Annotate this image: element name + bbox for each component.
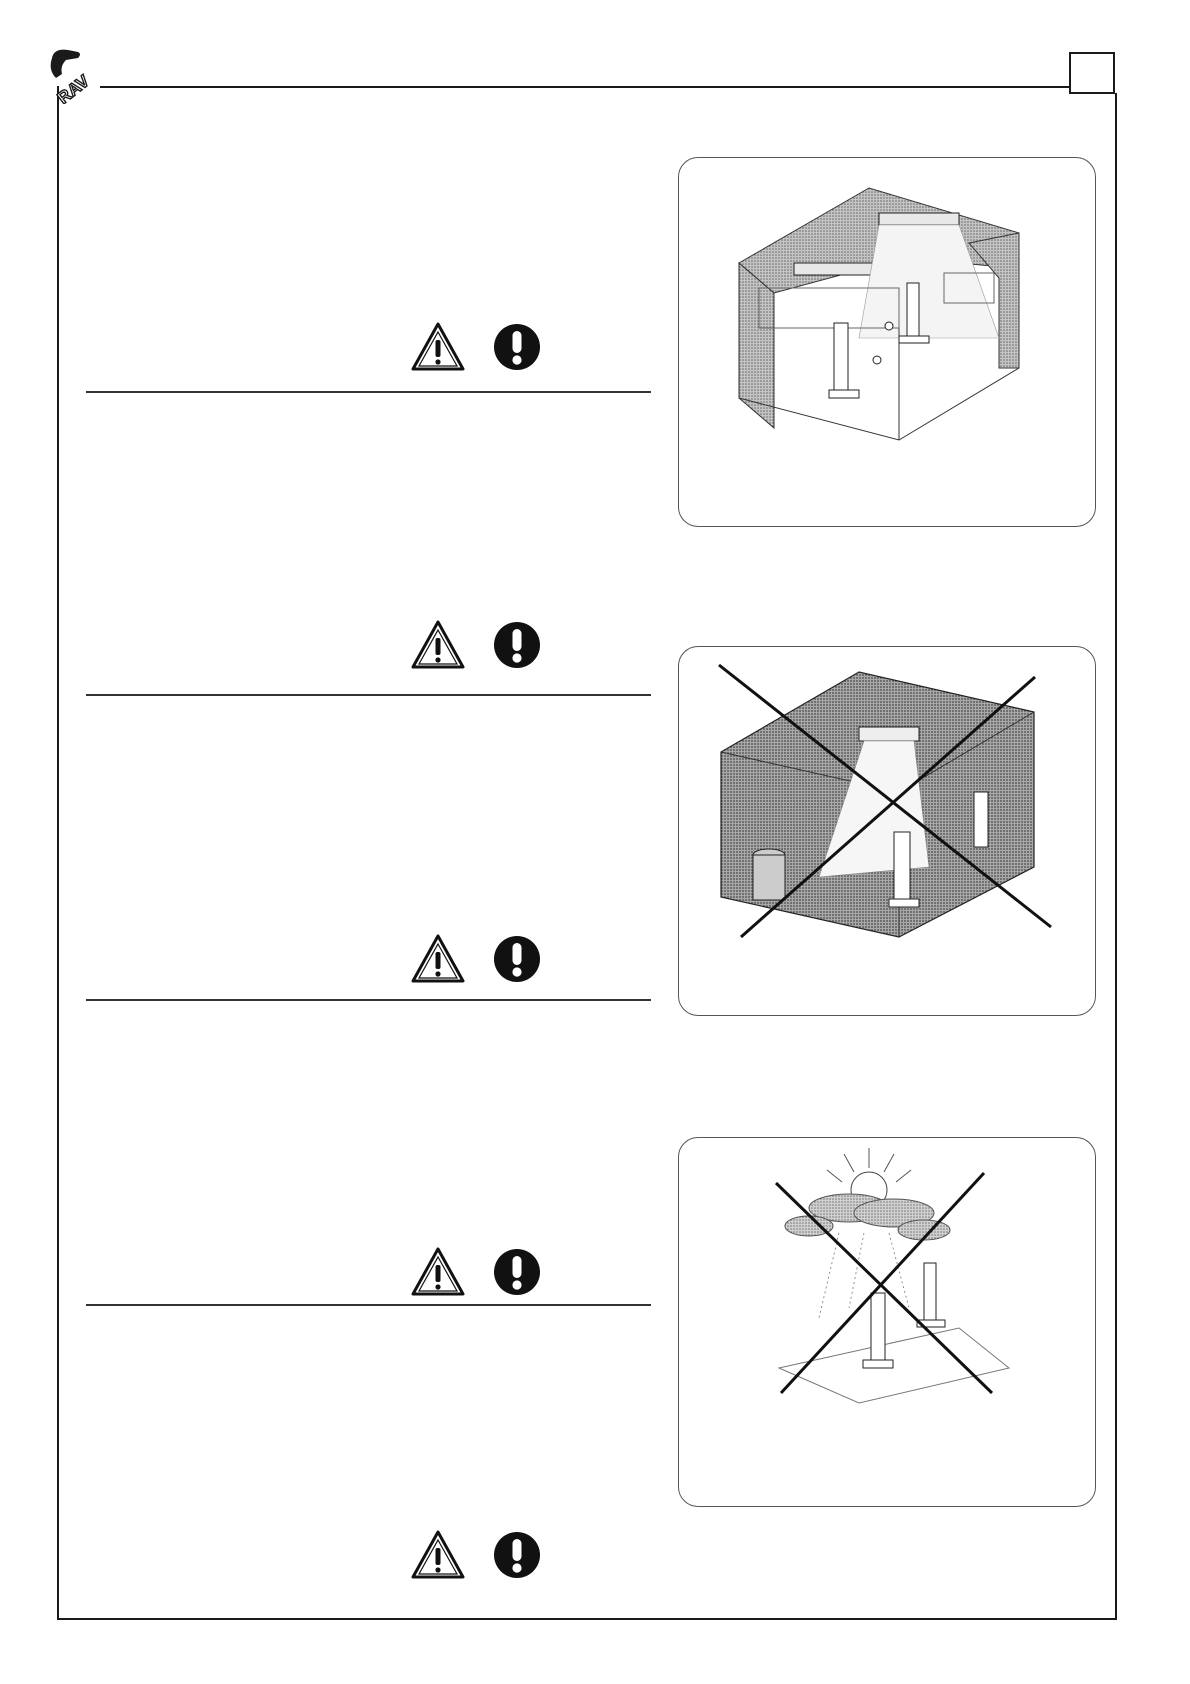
warning-triangle-icon — [410, 1529, 466, 1581]
safety-icons-2 — [410, 619, 550, 671]
section-divider-2 — [86, 694, 651, 696]
page-number-box — [1069, 52, 1115, 94]
frame-right-border — [1115, 93, 1117, 1620]
warning-triangle-icon — [410, 933, 466, 990]
outdoor-weather-illustration — [679, 1138, 1097, 1508]
mandatory-action-icon — [492, 934, 542, 989]
rav-logo — [44, 44, 104, 104]
illustration-panel-1 — [678, 157, 1096, 527]
mandatory-action-icon — [492, 1530, 542, 1585]
mandatory-action-icon — [492, 1247, 542, 1302]
frame-left-border — [57, 86, 59, 1620]
section-divider-4 — [86, 1304, 651, 1306]
illustration-panel-3 — [678, 1137, 1096, 1507]
safety-icons-5 — [410, 1529, 550, 1581]
safety-icons-1 — [410, 321, 550, 373]
mandatory-action-icon — [492, 1247, 542, 1297]
warning-triangle-icon — [410, 619, 466, 671]
safety-icons-3 — [410, 933, 550, 985]
header-rule — [100, 86, 1070, 88]
enclosed-workshop-illustration — [679, 158, 1097, 528]
warning-triangle-icon — [410, 321, 466, 378]
warning-triangle-icon — [410, 619, 466, 676]
logo-text: RAV — [53, 71, 93, 104]
mandatory-action-icon — [492, 322, 542, 372]
warning-triangle-icon — [410, 321, 466, 373]
mandatory-action-icon — [492, 620, 542, 670]
warning-triangle-icon — [410, 1529, 466, 1586]
warning-triangle-icon — [410, 933, 466, 985]
mandatory-action-icon — [492, 1530, 542, 1580]
frame-bottom-border — [57, 1618, 1117, 1620]
dark-enclosed-room-illustration — [679, 647, 1097, 1017]
mandatory-action-icon — [492, 620, 542, 675]
warning-triangle-icon — [410, 1246, 466, 1298]
warning-triangle-icon — [410, 1246, 466, 1303]
section-divider-3 — [86, 999, 651, 1001]
illustration-panel-2 — [678, 646, 1096, 1016]
safety-icons-4 — [410, 1246, 550, 1298]
section-divider-1 — [86, 391, 651, 393]
mandatory-action-icon — [492, 322, 542, 377]
mandatory-action-icon — [492, 934, 542, 984]
